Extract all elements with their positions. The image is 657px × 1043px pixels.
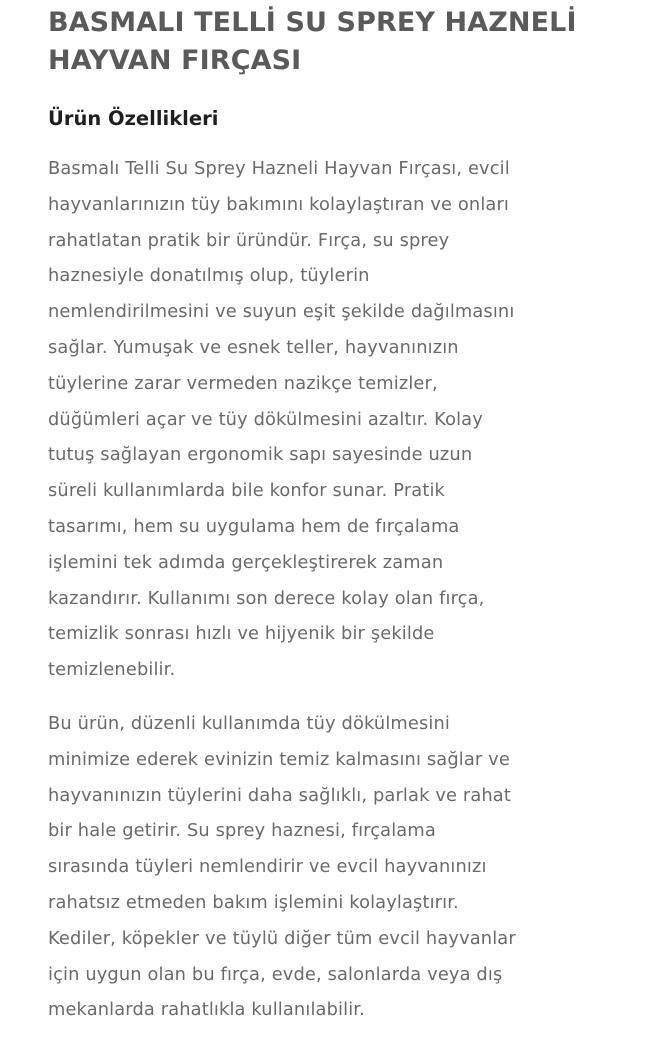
description-line: için uygun olan bu fırça, evde, salonlarda veya dış: [48, 963, 503, 985]
description-line: mekanlarda rahatlıkla kullanılabilir.: [48, 999, 365, 1021]
description-line: tutuş sağlayan ergonomik sapı sayesinde uzun: [48, 444, 473, 466]
description-line: hayvanınızın tüylerini daha sağlıklı, parlak ve rahat: [48, 784, 511, 806]
description-line: hayvanlarınızın tüy bakımını kolaylaştıran ve onları: [48, 193, 510, 215]
description-line: süreli kullanımlarda bile konfor sunar. Pratik: [48, 480, 446, 502]
description-paragraph-1: [48, 151, 618, 688]
description-line: Bu ürün, düzenli kullanımda tüy dökülmesini: [48, 712, 451, 734]
description-line: Basmalı Telli Su Sprey Hazneli Hayvan Fırçası, evcil: [48, 158, 510, 179]
description-line: Kediler, köpekler ve tüylü diğer tüm evcil hayvanlar: [48, 927, 516, 949]
description-line: düğümleri açar ve tüy dökülmesini azaltır. Kolay: [48, 408, 483, 430]
product-title: BASMALI TELLİ SU SPREY HAZNELİ HAYVAN FIRÇASI: [48, 7, 577, 76]
description-line: tasarımı, hem su uygulama hem de fırçalama: [48, 515, 460, 537]
description-line: sağlar. Yumuşak ve esnek teller, hayvanınızın: [48, 336, 459, 358]
description-paragraph-2: [48, 706, 618, 1028]
section-heading-features: Ürün Özellikleri: [48, 107, 219, 130]
description-line: minimize ederek evinizin temiz kalmasını sağlar ve: [48, 748, 510, 770]
description-line: sırasında tüyleri nemlendirir ve evcil hayvanınızı: [48, 856, 487, 878]
description-line: kazandırır. Kullanımı son derece kolay olan fırça,: [48, 587, 485, 609]
description-line: nemlendirilmesini ve suyun eşit şekilde dağılmasını: [48, 301, 515, 323]
description-line: tüylerine zarar vermeden nazikçe temizler,: [48, 372, 438, 394]
product-description-page: [48, 4, 618, 1028]
description-line: bir hale getirir. Su sprey haznesi, fırçalama: [48, 820, 436, 842]
description-line: işlemini tek adımda gerçekleştirerek zaman: [48, 551, 444, 573]
description-line: temizlenebilir.: [48, 659, 176, 681]
description-line: rahatsız etmeden bakım işlemini kolaylaştırır.: [48, 891, 459, 913]
description-line: temizlik sonrası hızlı ve hijyenik bir şekilde: [48, 623, 435, 645]
description-line: haznesiyle donatılmış olup, tüylerin: [48, 265, 370, 287]
description-line: rahatlatan pratik bir üründür. Fırça, su sprey: [48, 229, 450, 251]
